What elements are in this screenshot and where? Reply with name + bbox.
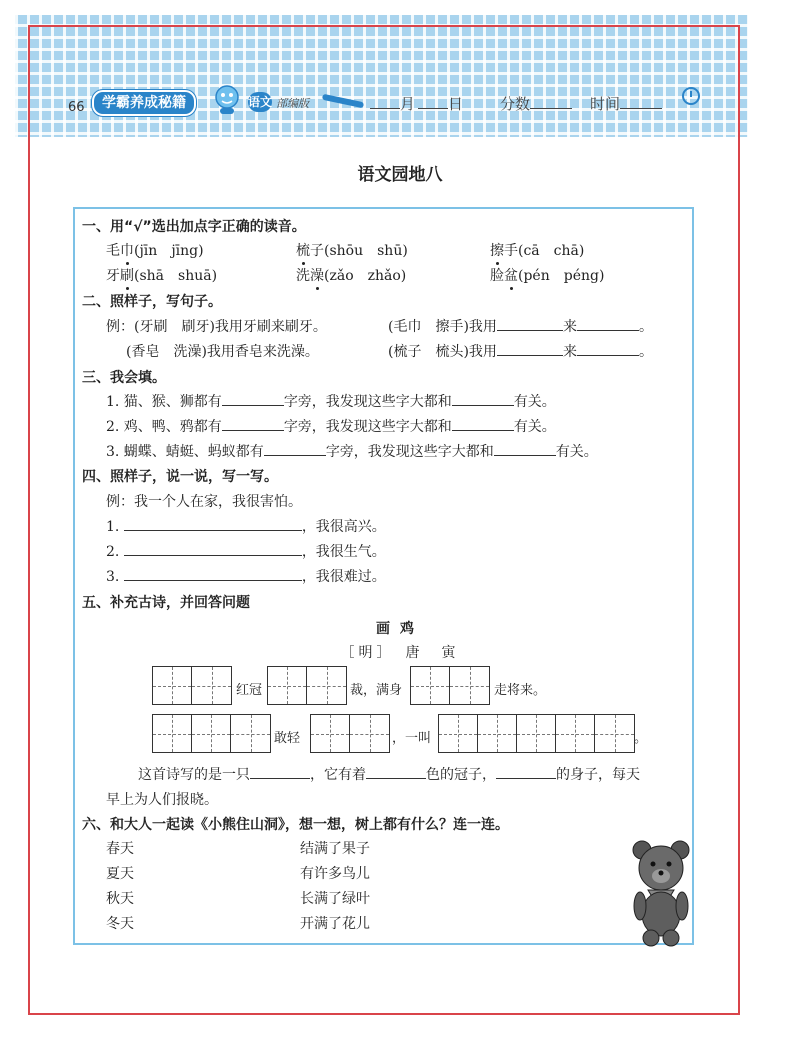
q3-heading: 三、我会填。 xyxy=(82,370,166,386)
char-grid[interactable] xyxy=(267,666,347,705)
q6-heading: 六、和大人一起读《小熊住山洞》，想一想，树上都有什么？连一连。 xyxy=(82,817,509,833)
month-field[interactable]: 月 xyxy=(370,93,415,114)
q3-line[interactable]: 3. 蝴蝶、蜻蜓、蚂蚁都有 字旁，我发现这些字大都和 有关。 xyxy=(106,441,598,461)
season-item[interactable]: 冬天 xyxy=(106,916,134,932)
poem-title: 画鸡 xyxy=(376,621,424,637)
edition-label: 部编版 xyxy=(276,97,309,110)
q1-heading: 一、用“√”选出加点字正确的读音。 xyxy=(82,219,306,235)
q4-line[interactable]: 2. ，我很生气。 xyxy=(106,541,386,561)
subject-badge: 语文 xyxy=(248,92,272,112)
char-grid[interactable] xyxy=(410,666,490,705)
brand-badge: 学霸养成秘籍 xyxy=(92,90,196,116)
q1-item[interactable]: 牙刷(shā shuā) xyxy=(106,268,218,284)
pencil-icon xyxy=(322,94,364,109)
poem-text: 走将来。 xyxy=(494,683,547,698)
q1-item[interactable]: 擦手(cā chā) xyxy=(490,243,585,259)
char-grid[interactable] xyxy=(438,714,635,753)
season-item[interactable]: 夏天 xyxy=(106,866,134,882)
poem-text: ，一叫 xyxy=(392,731,432,746)
time-field[interactable]: 时间 xyxy=(590,93,662,114)
char-grid[interactable] xyxy=(152,714,271,753)
season-item[interactable]: 秋天 xyxy=(106,891,134,907)
teddy-bear-icon xyxy=(628,838,694,948)
char-grid[interactable] xyxy=(310,714,390,753)
q2-task-1[interactable]: (毛巾 擦手)我用 来 。 xyxy=(388,316,653,336)
q1-item[interactable]: 脸盆(pén péng) xyxy=(490,268,605,284)
q5-heading: 五、补充古诗，并回答问题 xyxy=(82,595,250,611)
mascot-icon xyxy=(210,82,244,116)
q5-question-cont: 早上为人们报晓。 xyxy=(106,792,218,808)
season-item[interactable]: 春天 xyxy=(106,841,134,857)
q2-task-2[interactable]: (梳子 梳头)我用 来 。 xyxy=(388,341,653,361)
char-grid[interactable] xyxy=(152,666,232,705)
page-title: 语文园地八 xyxy=(357,165,443,185)
poem-text: 。 xyxy=(634,731,648,746)
poem-text: 红冠 xyxy=(236,683,263,698)
poem-text: 裁，满身 xyxy=(350,683,403,698)
day-field[interactable]: 日 xyxy=(418,93,463,114)
poem-author: ［明］ 唐 寅 xyxy=(340,645,460,661)
q1-item[interactable]: 梳子(shōu shū) xyxy=(296,243,408,259)
q2-example-1: 例：(牙刷 刷牙)我用牙刷来刷牙。 xyxy=(106,319,327,335)
clock-icon xyxy=(682,87,700,105)
q4-line[interactable]: 3. ，我很难过。 xyxy=(106,566,386,586)
q2-example-2: (香皂 洗澡)我用香皂来洗澡。 xyxy=(126,344,319,360)
q5-question[interactable]: 这首诗写的是一只 ，它有着 色的冠子， 的身子，每天 xyxy=(138,764,640,784)
q1-item[interactable]: 毛巾(jīn jīng) xyxy=(106,243,204,259)
page-number: 66 xyxy=(68,100,85,115)
tree-item[interactable]: 长满了绿叶 xyxy=(300,891,370,907)
q2-heading: 二、照样子，写句子。 xyxy=(82,294,222,310)
poem-text: 敢轻 xyxy=(274,731,301,746)
tree-item[interactable]: 开满了花儿 xyxy=(300,916,370,932)
q3-line[interactable]: 1. 猫、猴、狮都有 字旁，我发现这些字大都和 有关。 xyxy=(106,391,556,411)
q4-example: 例：我一个人在家，我很害怕。 xyxy=(106,494,302,510)
tree-item[interactable]: 结满了果子 xyxy=(300,841,370,857)
q4-line[interactable]: 1. ，我很高兴。 xyxy=(106,516,386,536)
q1-item[interactable]: 洗澡(zǎo zhǎo) xyxy=(296,268,407,284)
q4-heading: 四、照样子，说一说，写一写。 xyxy=(82,469,278,485)
header-bar xyxy=(60,86,710,120)
q3-line[interactable]: 2. 鸡、鸭、鸦都有 字旁，我发现这些字大都和 有关。 xyxy=(106,416,556,436)
tree-item[interactable]: 有许多鸟儿 xyxy=(300,866,370,882)
score-field[interactable]: 分数 xyxy=(500,93,572,114)
